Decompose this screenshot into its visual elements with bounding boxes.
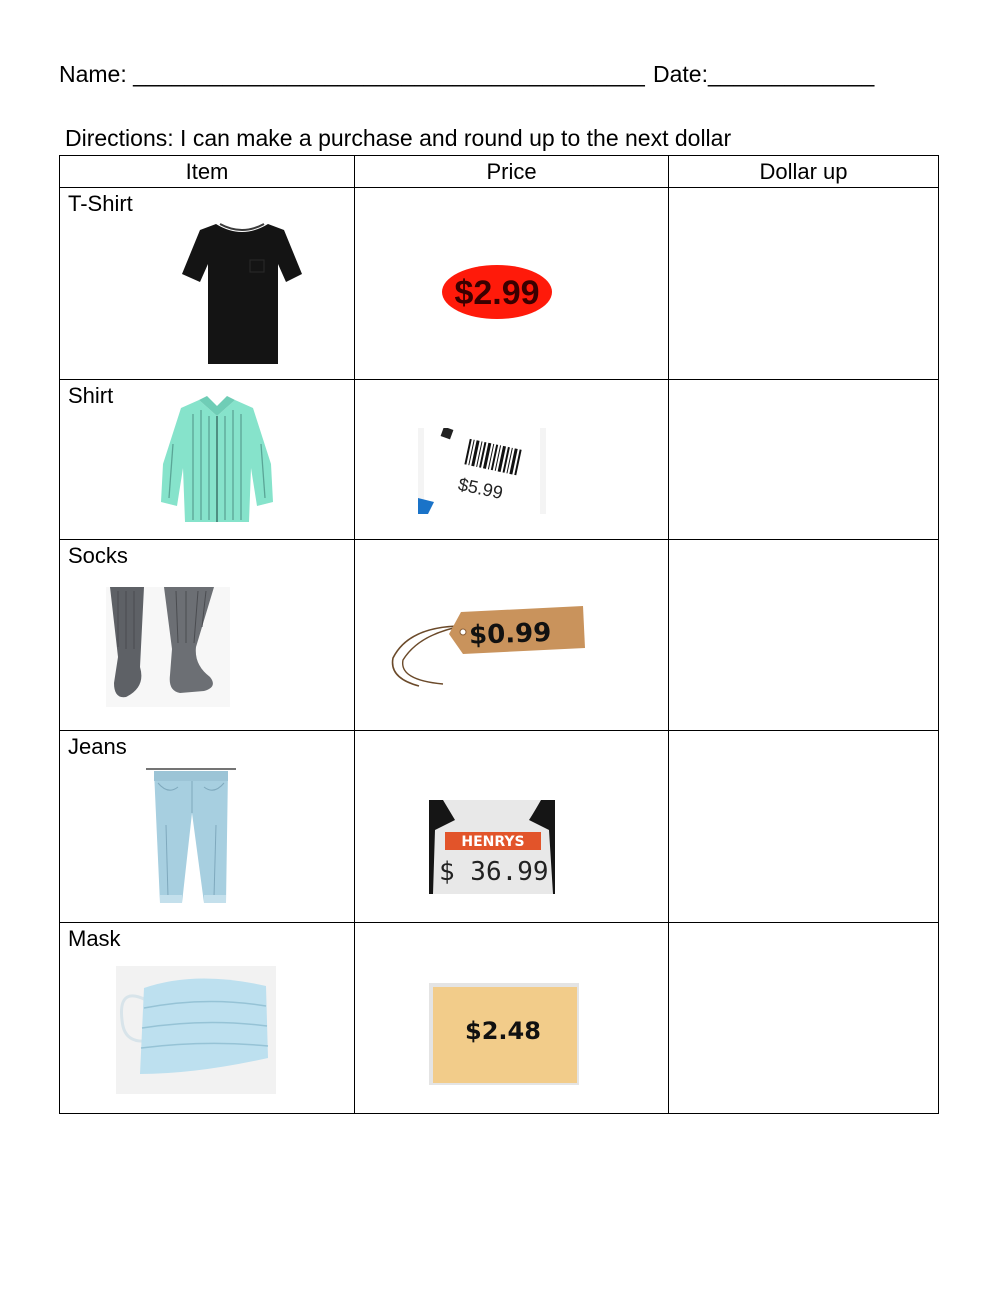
price-cell — [355, 923, 669, 1114]
price-cell — [355, 380, 669, 540]
mask-icon — [116, 966, 276, 1094]
directions-text: Directions: I can make a purchase and round up to the next dollar — [65, 125, 732, 151]
price-text: $5.99 — [456, 474, 505, 503]
item-cell — [60, 188, 355, 380]
dollar-up-cell[interactable] — [669, 731, 939, 923]
table-row — [60, 923, 939, 1114]
shirt-icon — [157, 394, 277, 528]
hang-tag-icon — [389, 600, 589, 692]
item-label: Socks — [68, 543, 128, 568]
dollar-up-cell[interactable] — [669, 923, 939, 1114]
price-cell — [355, 188, 669, 380]
purchase-table — [59, 155, 939, 1114]
name-field[interactable]: Name: ________________________________________ — [59, 61, 645, 87]
column-header-item: Item — [60, 156, 355, 188]
item-label: Jeans — [68, 734, 127, 759]
price-sticker-icon — [441, 264, 553, 320]
table-header-row — [60, 156, 939, 188]
price-text: $2.48 — [465, 1017, 541, 1045]
dollar-up-cell[interactable] — [669, 380, 939, 540]
column-header-dollar-up: Dollar up — [669, 156, 939, 188]
table-row — [60, 540, 939, 731]
tag-brand-text: HENRYS — [461, 834, 525, 850]
item-label: Mask — [68, 926, 121, 951]
cardboard-tag-icon — [429, 983, 579, 1085]
item-label: Shirt — [68, 383, 114, 408]
table-row — [60, 188, 939, 380]
item-cell — [60, 540, 355, 731]
price-cell — [355, 731, 669, 923]
table-row — [60, 380, 939, 540]
price-cell — [355, 540, 669, 731]
item-cell — [60, 380, 355, 540]
henrys-tag-icon — [429, 800, 555, 894]
socks-icon — [106, 587, 230, 707]
barcode-tag-icon — [418, 428, 546, 514]
price-text: $2.99 — [454, 274, 540, 312]
price-text: $0.99 — [468, 617, 552, 651]
item-cell — [60, 731, 355, 923]
price-text: $ 36.99 — [439, 857, 549, 887]
table-row — [60, 731, 939, 923]
dollar-up-cell[interactable] — [669, 540, 939, 731]
dollar-up-cell[interactable] — [669, 188, 939, 380]
item-cell — [60, 923, 355, 1114]
date-field[interactable]: Date:_____________ — [653, 61, 875, 87]
tshirt-icon — [180, 216, 304, 368]
column-header-price: Price — [355, 156, 669, 188]
item-label: T-Shirt — [68, 191, 133, 216]
jeans-icon — [146, 765, 236, 905]
